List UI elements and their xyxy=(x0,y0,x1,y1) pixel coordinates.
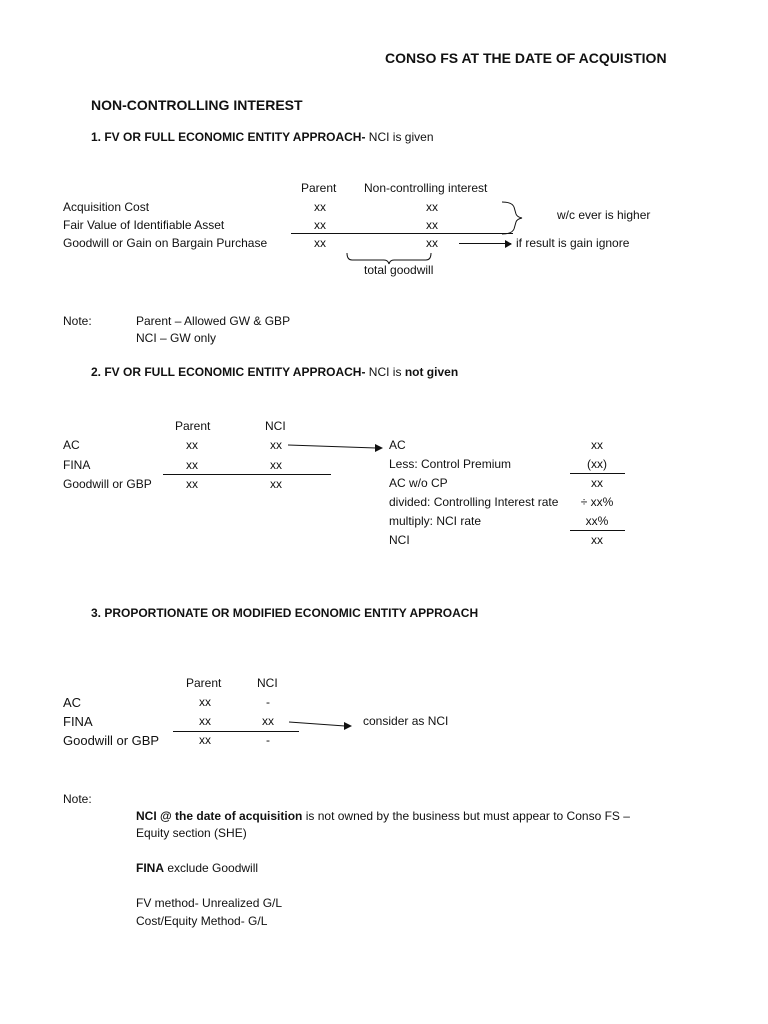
calc-total-line xyxy=(570,530,625,531)
s1-row-nci: xx xyxy=(426,236,438,250)
note1-label: Note: xyxy=(63,314,92,328)
s2-row-nci: xx xyxy=(270,438,282,452)
note2-p1-rest: is not owned by the business but must appear to Conso FS – xyxy=(302,809,630,823)
s3-row-nci: xx xyxy=(262,714,274,728)
s1-row-label: Goodwill or Gain on Bargain Purchase xyxy=(63,236,268,250)
s2-row-nci: xx xyxy=(270,458,282,472)
arrow-right-icon xyxy=(289,718,353,732)
s3-total-line xyxy=(173,731,299,732)
s2-row-label: AC xyxy=(63,438,80,452)
section-heading: NON-CONTROLLING INTEREST xyxy=(91,97,303,113)
s1-row-nci: xx xyxy=(426,200,438,214)
calc-label: multiply: NCI rate xyxy=(389,514,482,528)
calc-label: divided: Controlling Interest rate xyxy=(389,495,559,509)
s3-row-parent: xx xyxy=(199,733,211,747)
s1-row-nci: xx xyxy=(426,218,438,232)
calc-value: xx xyxy=(591,438,603,452)
calc-sub-line xyxy=(570,473,625,474)
s1-row-label: Fair Value of Identifiable Asset xyxy=(63,218,225,232)
s3-col-nci: NCI xyxy=(257,676,278,690)
s1-brace-note: w/c ever is higher xyxy=(557,208,651,222)
note1-line: NCI – GW only xyxy=(136,331,217,345)
note2-label: Note: xyxy=(63,792,92,806)
arrow-right-icon xyxy=(288,441,384,453)
note2-p1-bold: NCI @ the date of acquisition xyxy=(136,809,303,823)
s2-col-parent: Parent xyxy=(175,419,211,433)
s1-heading-rest: NCI is given xyxy=(365,130,434,144)
s3-row-nci: - xyxy=(266,733,270,747)
s1-row-parent: xx xyxy=(314,218,326,232)
s3-heading: 3. PROPORTIONATE OR MODIFIED ECONOMIC ENTITY APPROACH xyxy=(91,606,479,620)
s3-row-label: AC xyxy=(63,695,82,710)
calc-label: NCI xyxy=(389,533,410,547)
s2-heading-bold: 2. FV OR FULL ECONOMIC ENTITY APPROACH- xyxy=(91,365,366,379)
s2-total-line xyxy=(163,474,331,475)
note2-p1 xyxy=(136,809,630,823)
s1-under-note: total goodwill xyxy=(364,263,434,277)
s1-row-parent: xx xyxy=(314,200,326,214)
calc-value: ÷ xx% xyxy=(580,495,614,509)
calc-value: xx% xyxy=(585,514,609,528)
s3-row-label: Goodwill or GBP xyxy=(63,733,160,748)
s2-col-nci: NCI xyxy=(265,419,286,433)
page-title: CONSO FS AT THE DATE OF ACQUISTION xyxy=(385,50,667,66)
note2-p3-line2: Cost/Equity Method- G/L xyxy=(136,914,268,928)
s1-heading xyxy=(91,130,434,144)
note2-p2 xyxy=(136,861,258,875)
s2-heading xyxy=(91,365,458,379)
calc-value: (xx) xyxy=(587,457,607,471)
s3-arrow-note: consider as NCI xyxy=(363,714,449,728)
s3-row-parent: xx xyxy=(199,714,211,728)
s2-row-parent: xx xyxy=(186,477,198,491)
s1-total-line xyxy=(291,233,513,234)
calc-label: AC xyxy=(389,438,406,452)
s2-heading-mid: NCI is xyxy=(365,365,405,379)
s2-row-parent: xx xyxy=(186,438,198,452)
note1-line: Parent – Allowed GW & GBP xyxy=(136,314,291,328)
calc-value: xx xyxy=(591,476,603,490)
arrow-right-icon xyxy=(459,243,511,244)
note2-p1-line2: Equity section (SHE) xyxy=(136,826,247,840)
calc-label: Less: Control Premium xyxy=(389,457,512,471)
calc-value: xx xyxy=(591,533,603,547)
s2-row-parent: xx xyxy=(186,458,198,472)
s1-heading-bold: 1. FV OR FULL ECONOMIC ENTITY APPROACH- xyxy=(91,130,366,144)
s2-heading-bold2: not given xyxy=(404,365,459,379)
s3-row-nci: - xyxy=(266,695,270,709)
s3-col-parent: Parent xyxy=(186,676,222,690)
s3-row-label: FINA xyxy=(63,714,93,729)
s1-col-parent: Parent xyxy=(301,181,337,195)
s1-arrow-note: if result is gain ignore xyxy=(516,236,630,250)
note2-p2-rest: exclude Goodwill xyxy=(164,861,259,875)
s3-row-parent: xx xyxy=(199,695,211,709)
s1-row-label: Acquisition Cost xyxy=(63,200,150,214)
s2-row-nci: xx xyxy=(270,477,282,491)
brace-icon xyxy=(500,201,540,235)
s1-row-parent: xx xyxy=(314,236,326,250)
note2-p3-line1: FV method- Unrealized G/L xyxy=(136,896,283,910)
note2-p2-bold: FINA xyxy=(136,861,164,875)
calc-label: AC w/o CP xyxy=(389,476,448,490)
s2-row-label: Goodwill or GBP xyxy=(63,477,152,491)
s2-row-label: FINA xyxy=(63,458,91,472)
s1-col-nci: Non-controlling interest xyxy=(364,181,488,195)
